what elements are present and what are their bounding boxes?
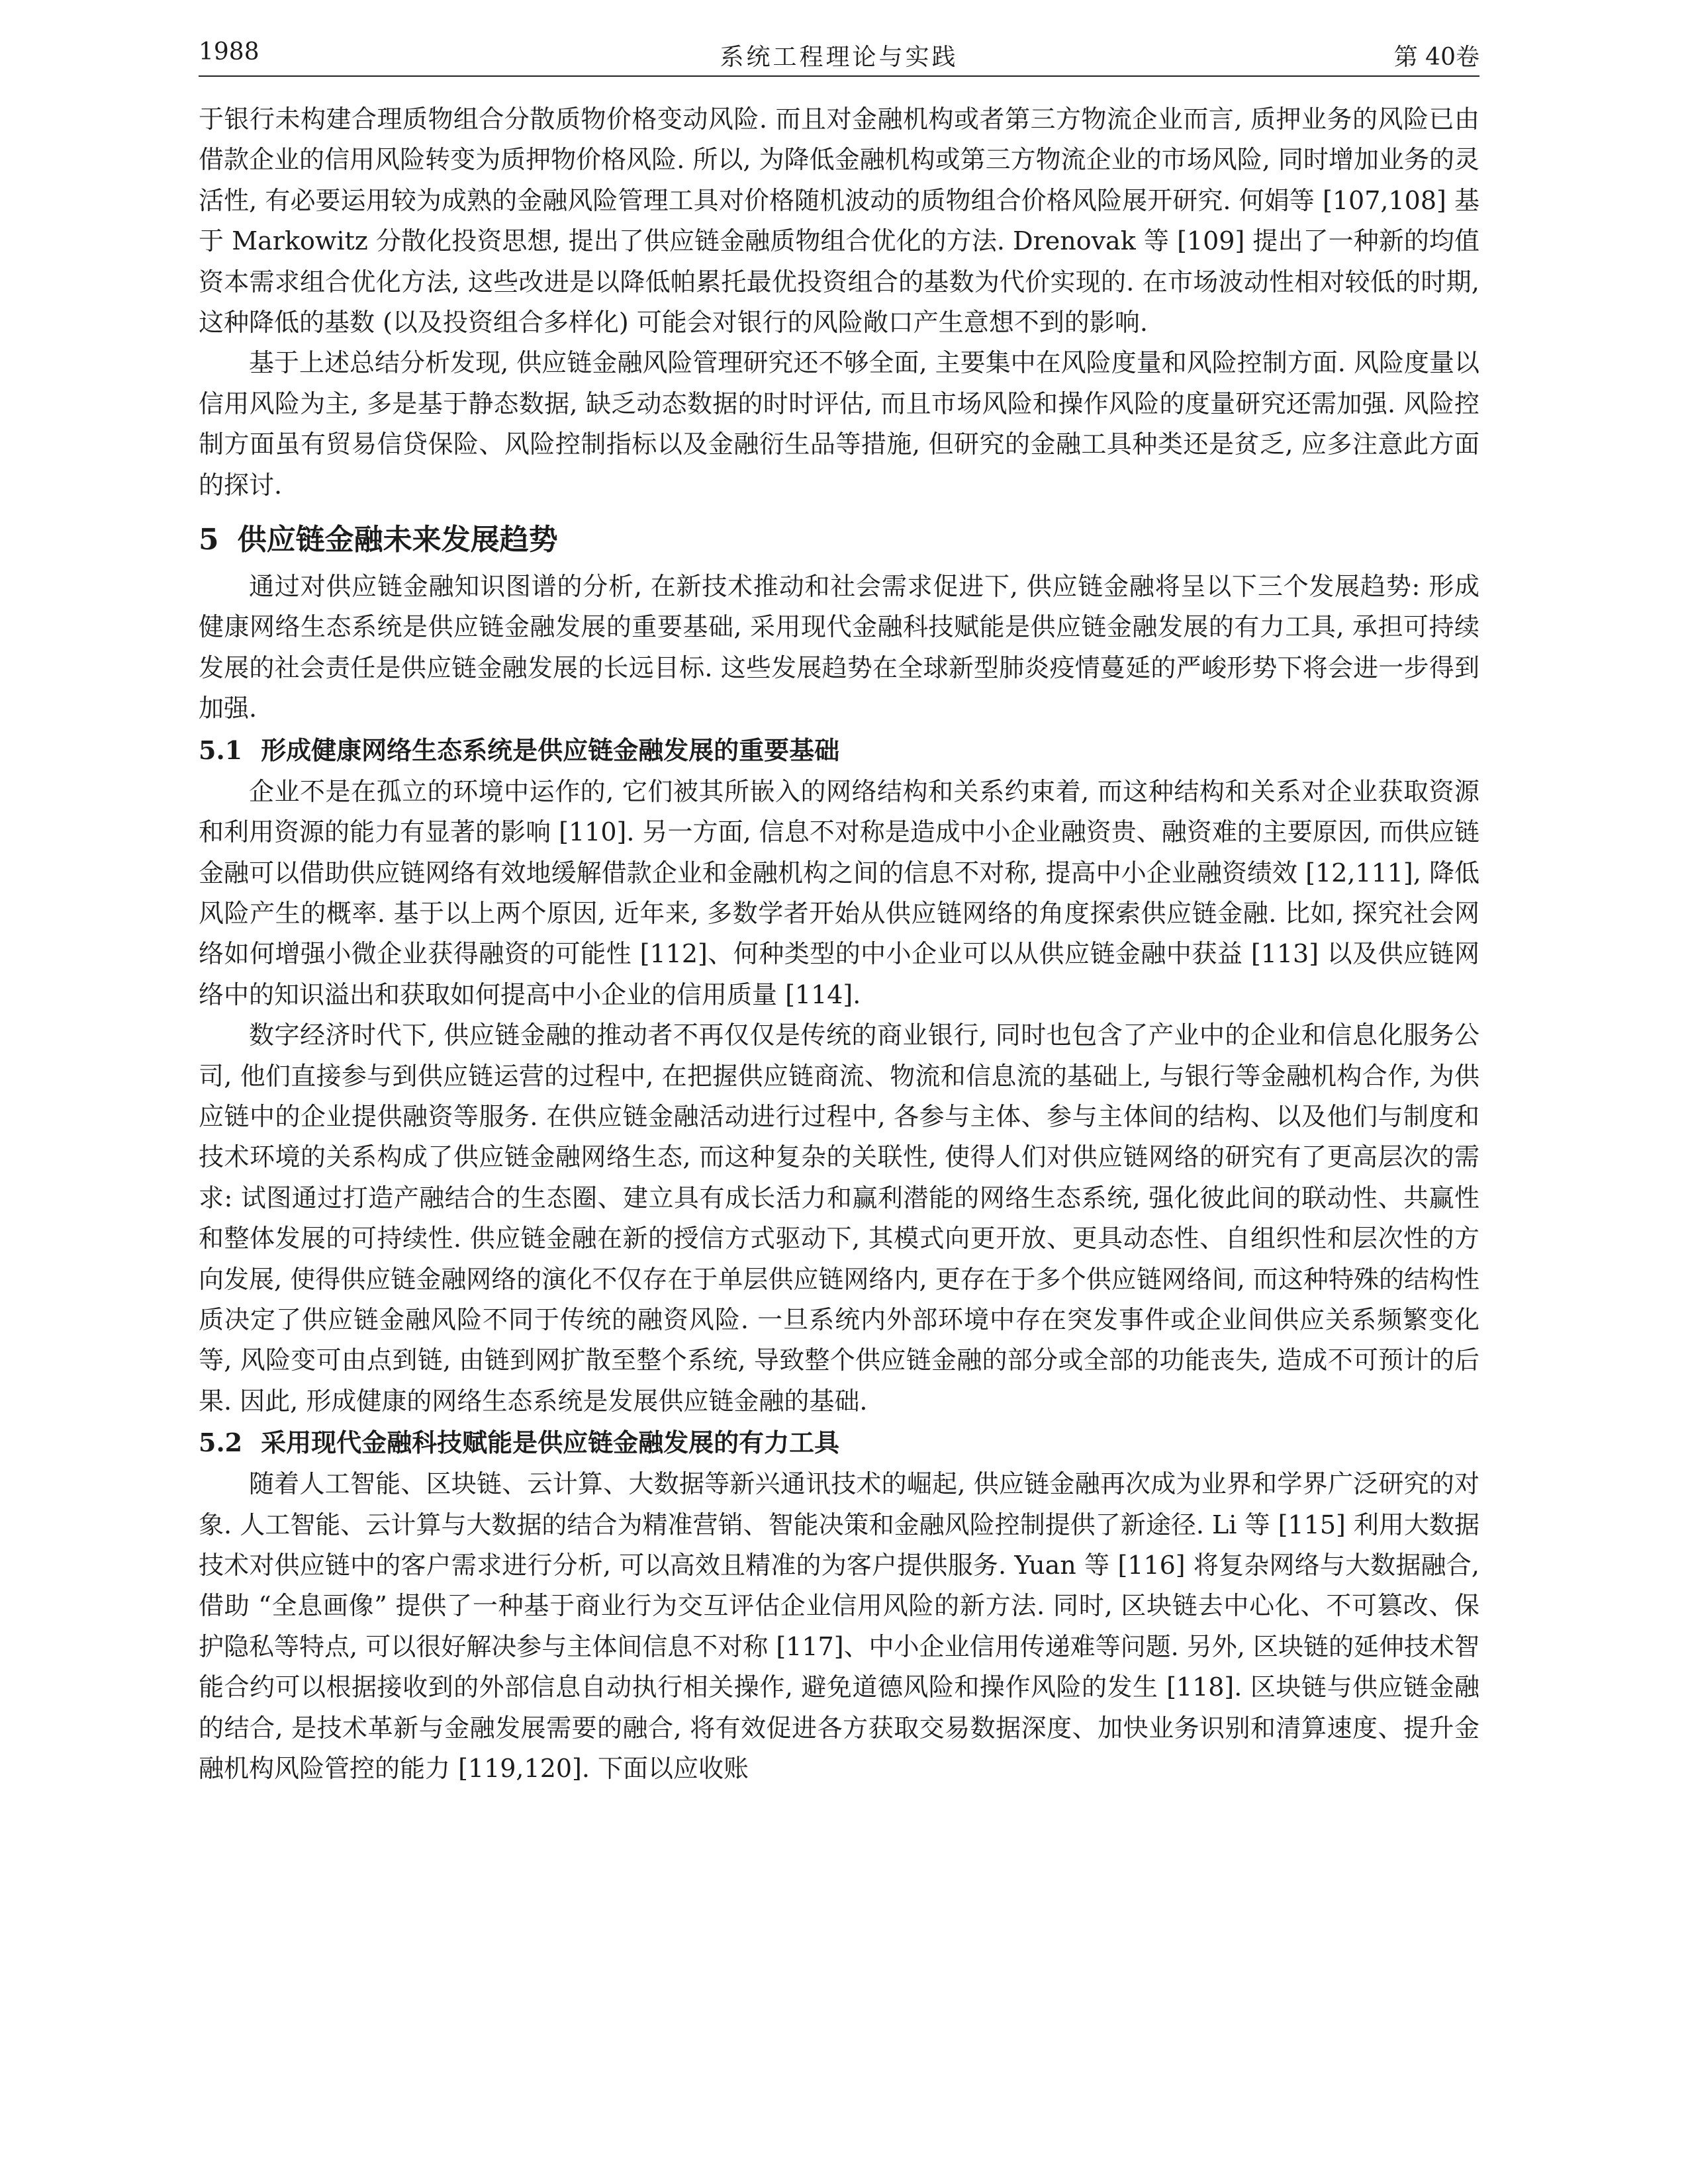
subsection-title: 采用现代金融科技赋能是供应链金融发展的有力工具 xyxy=(261,1428,840,1458)
subsection-number: 5.1 xyxy=(199,735,243,765)
running-header xyxy=(199,26,1479,77)
subsection-title: 形成健康网络生态系统是供应链金融发展的重要基础 xyxy=(261,735,840,765)
section-number: 5 xyxy=(199,523,219,557)
volume-label: 第 40卷 xyxy=(1393,44,1479,71)
section-heading xyxy=(199,522,1479,559)
paragraph-continued: 于银行未构建合理质物组合分散质物价格变动风险. 而且对金融机构或者第三方物流企业而言, 质押业务的风险已由借款企业的信用风险转变为质押物价格风险. 所以, 为降低金融机构或第三方物流企业的市场风险, 同时增加业务的灵活性, 有必要运用较为成熟的金融风险管理工具对价格随机波动的质物组合价格风险展开研究. 何娟等 [107,108] 基于 Markowitz 分散化投资思想, 提出了供应链金融质物组合优化的方法. Drenovak 等 [109] 提出了一种新的均值资本需求组合优化方法, 这些改进是以降低帕累托最优投资组合的基数为代价实现的. 在市场波动性相对较低的时期, 这种降低的基数 (以及投资组合多样化) 可能会对银行的风险敞口产生意想不到的影响. xyxy=(199,105,1479,338)
subsection-heading xyxy=(199,1423,1479,1463)
paragraph-fintech: 随着人工智能、区块链、云计算、大数据等新兴通讯技术的崛起, 供应链金融再次成为业界和学界广泛研究的对象. 人工智能、云计算与大数据的结合为精准营销、智能决策和金融风险控制提供了新途径. Li 等 [115] 利用大数据技术对供应链中的客户需求进行分析, 可以高效且精准的为客户提供服务. Yuan 等 [116] 将复杂网络与大数据融合, 借助 “全息画像” 提供了一种基于商业行为交互评估企业信用风险的新方法. 同时, 区块链去中心化、不可篡改、保护隐私等特点, 可以很好解决参与主体间信息不对称 [117]、中小企业信用传递难等问题. 另外, 区块链的延伸技术智能合约可以根据接收到的外部信息自动执行相关操作, 避免道德风险和操作风险的发生 [118]. 区块链与供应链金融的结合, 是技术革新与金融发展需要的融合, 将有效促进各方获取交易数据深度、加快业务识别和清算速度、提升金融机构风险管控的能力 [119,120]. 下面以应收账 xyxy=(199,1469,1479,1784)
page-number: 1988 xyxy=(199,38,259,66)
paragraph-risk-summary: 基于上述总结分析发现, 供应链金融风险管理研究还不够全面, 主要集中在风险度量和风险控制方面. 风险度量以信用风险为主, 多是基于静态数据, 缺乏动态数据的时时评估, 而且市场风险和操作风险的度量研究还需加强. 风险控制方面虽有贸易信贷保险、风险控制指标以及金融衍生品等措施, 但研究的金融工具种类还是贫乏, 应多注意此方面的探讨. xyxy=(199,348,1479,500)
page-body xyxy=(199,99,1479,1789)
subsection-heading xyxy=(199,731,1479,770)
paragraph-network: 企业不是在孤立的环境中运作的, 它们被其所嵌入的网络结构和关系约束着, 而这种结构和关系对企业获取资源和利用资源的能力有显著的影响 [110]. 另一方面, 信息不对称是造成中小企业融资贵、融资难的主要原因, 而供应链金融可以借助供应链网络有效地缓解借款企业和金融机构之间的信息不对称, 提高中小企业融资绩效 [12,111], 降低风险产生的概率. 基于以上两个原因, 近年来, 多数学者开始从供应链网络的角度探索供应链金融. 比如, 探究社会网络如何增强小微企业获得融资的可能性 [112]、何种类型的中小企业可以从供应链金融中获益 [113] 以及供应链网络中的知识溢出和获取如何提高中小企业的信用质量 [114]. xyxy=(199,776,1479,1009)
section-title: 供应链金融未来发展趋势 xyxy=(237,523,558,557)
paragraph-digital-economy: 数字经济时代下, 供应链金融的推动者不再仅仅是传统的商业银行, 同时也包含了产业中的企业和信息化服务公司, 他们直接参与到供应链运营的过程中, 在把握供应链商流、物流和信息流的基础上, 与银行等金融机构合作, 为供应链中的企业提供融资等服务. 在供应链金融活动进行过程中, 各参与主体、参与主体间的结构、以及他们与制度和技术环境的关系构成了供应链金融网络生态, 而这种复杂的关联性, 使得人们对供应链网络的研究有了更高层次的需求: 试图通过打造产融结合的生态圈、建立具有成长活力和赢利潜能的网络生态系统, 强化彼此间的联动性、共赢性和整体发展的可持续性. 供应链金融在新的授信方式驱动下, 其模式向更开放、更具动态性、自组织性和层次性的方向发展, 使得供应链金融网络的演化不仅存在于单层供应链网络内, 更存在于多个供应链网络间, 而这种特殊的结构性质决定了供应链金融风险不同于传统的融资风险. 一旦系统内外部环境中存在突发事件或企业间供应关系频繁变化等, 风险变可由点到链, 由链到网扩散至整个系统, 导致整个供应链金融的部分或全部的功能丧失, 造成不可预计的后果. 因此, 形成健康的网络生态系统是发展供应链金融的基础. xyxy=(199,1021,1479,1416)
paragraph-trends-intro: 通过对供应链金融知识图谱的分析, 在新技术推动和社会需求促进下, 供应链金融将呈以下三个发展趋势: 形成健康网络生态系统是供应链金融发展的重要基础, 采用现代金融科技赋能是供应链金融发展的有力工具, 承担可持续发展的社会责任是供应链金融发展的长远目标. 这些发展趋势在全球新型肺炎疫情蔓延的严峻形势下将会进一步得到加强. xyxy=(199,572,1480,723)
subsection-number: 5.2 xyxy=(199,1428,243,1458)
journal-title: 系统工程理论与实践 xyxy=(720,44,959,71)
